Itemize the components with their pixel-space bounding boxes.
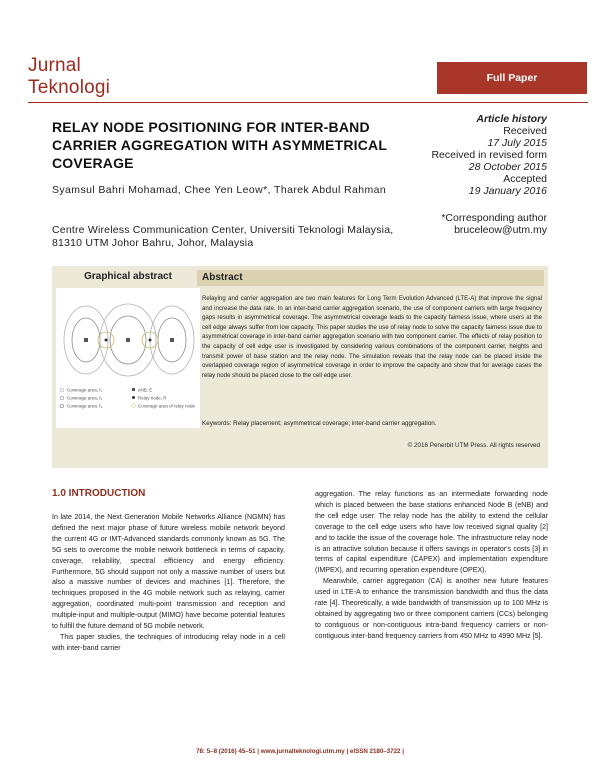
article-title: RELAY NODE POSITIONING FOR INTER-BAND CARRIER AGGREGATION WITH ASYMMETRICAL COVERAGE [52,119,387,171]
header-rule [28,102,588,103]
legend-left-1: Coverage area, f₁ [67,387,103,393]
corresponding-label: *Corresponding author [441,212,547,224]
revised-date: 28 October 2015 [468,161,547,173]
copyright-notice: © 2016 Penerbit UTM Press. All rights reserved [407,442,540,449]
corresponding-email[interactable]: bruceleow@utm.my [454,224,547,236]
graphical-abstract-figure [56,288,200,428]
received-date: 17 July 2015 [487,137,547,149]
history-title: Article history [476,113,547,125]
intro-paragraph-2: This paper studies, the techniques of introducing relay node in a cell with inter-band carrier [52,632,285,652]
full-paper-badge: Full Paper [437,62,587,94]
abstract-panel [52,266,548,468]
legend-left-2: Coverage area, f₂ [67,395,103,401]
legend-left-3: Coverage area, f₃ [67,403,103,409]
intro-paragraph-3: aggregation. The relay functions as an intermediate forwarding node which is placed between the base stations enhanced Node B (eNB) and the cell edge user. The relay node has the ability to extend the cellular coverage to the cell edge users who have low received signal quality [2] and to tackle the issue of the coverage hole. The infrastructure relay node is an attractive solution because it offers savings in operator's costs [3] in terms of capital expenditure (CAPEX) and implementation expenditure (IMPEX), and recurring operation expenditure (OPEX). [315,490,548,575]
page-footer: 78: 5–8 (2016) 45–51 | www.jurnalteknologi.utm.my | eISSN 2180–3722 | [196,748,404,755]
graphical-abstract-heading: Graphical abstract [84,271,172,282]
article-history [377,113,547,197]
journal-name-line1: Jurnal [28,55,81,76]
abstract-text: Relaying and carrier aggregation are two main features for Long Term Evolution Advanced (LTE-A) that improve the signal and increase the data rate. In an inter-band carrier aggregation scenario, the use of component carriers with large frequency gaps results in asymmetrical coverage. The asymmetrical coverage leads to the capacity fairness issue, where users at the cell edge always suffer from low capacity. This paper studies the use of relay node to solve the capacity fairness issue due to asymmetrical coverage in inter-band carrier aggregation scenario with two component carrier. The effects of relay position to the capacity of cell edge user is investigated by considering various combinations of the component carrier, heights and transmit power of base station and the relay node. The simulation reveals that the relay node can be placed inside the overlapped coverage region of asymmetrical coverage in order to improve the capacity and show that for average cases the relay node should be placed close to the cell edge user. [202,295,542,379]
corresponding-author [347,212,547,236]
abstract-heading-bar [197,270,544,286]
received-label: Received [503,125,547,137]
abstract-heading: Abstract [202,272,243,283]
accepted-label: Accepted [503,173,547,185]
section-heading-introduction: 1.0 INTRODUCTION [52,488,146,499]
abstract-keywords: Keywords: Relay placement; asymmetrical coverage; inter-band carrier aggregation. [202,420,437,427]
legend-right-1: eNB, E [138,387,153,393]
legend-right-3: Coverage area of relay node [138,403,196,409]
accepted-date: 19 January 2016 [468,185,547,197]
intro-paragraph-4: Meanwhile, carrier aggregation (CA) is another new future features used in LTE-A to enhance the transmission bandwidth and thus the data rate [4]. Theoretically, a wide bandwidth of transmission up to 100 MHz is obtained by aggregating two or three component carriers (CCs) belonging to contiguous or non-contiguous intra-band frequency carriers or non-contiguous inter-band frequency carriers from 450 MHz to 4990 MHz [5]. [315,577,548,640]
revised-label: Received in revised form [431,149,547,161]
intro-paragraph-1: In late 2014, the Next Generation Mobile Networks Alliance (NGMN) has defined the next major phase of future wireless mobile network beyond the current 4G or IMT-Advanced standards commonly known as 5G. The 5G sets to overcome the mobile network bottleneck in terms of capacity, coverage, reliability, spectral efficiency and energy efficiency. Furthermore, 5G should support not only a massive number of users but also a massive number of devices and machines [1]. Therefore, the techniques proposed in the 4G mobile network such as relaying, carrier aggregation, coordinated multi-point transmission and reception and multiple-input and multiple-output (MIMO) have become potential features to fulfill the future demand of 5G mobile network. [52,513,285,631]
journal-logo [28,55,158,99]
article-affiliation: Centre Wireless Communication Center, Universiti Teknologi Malaysia, 81310 UTM Johor Bahru, Johor, Malaysia [52,224,394,249]
journal-name-line2: Teknologi [28,77,111,98]
graphical-abstract-diagram [56,288,200,428]
body-column-left [52,512,285,654]
body-column-right [315,489,548,642]
legend-right-2: Relay node, R [138,395,167,401]
article-authors: Syamsul Bahri Mohamad, Chee Yen Leow*, Tharek Abdul Rahman [52,184,387,196]
